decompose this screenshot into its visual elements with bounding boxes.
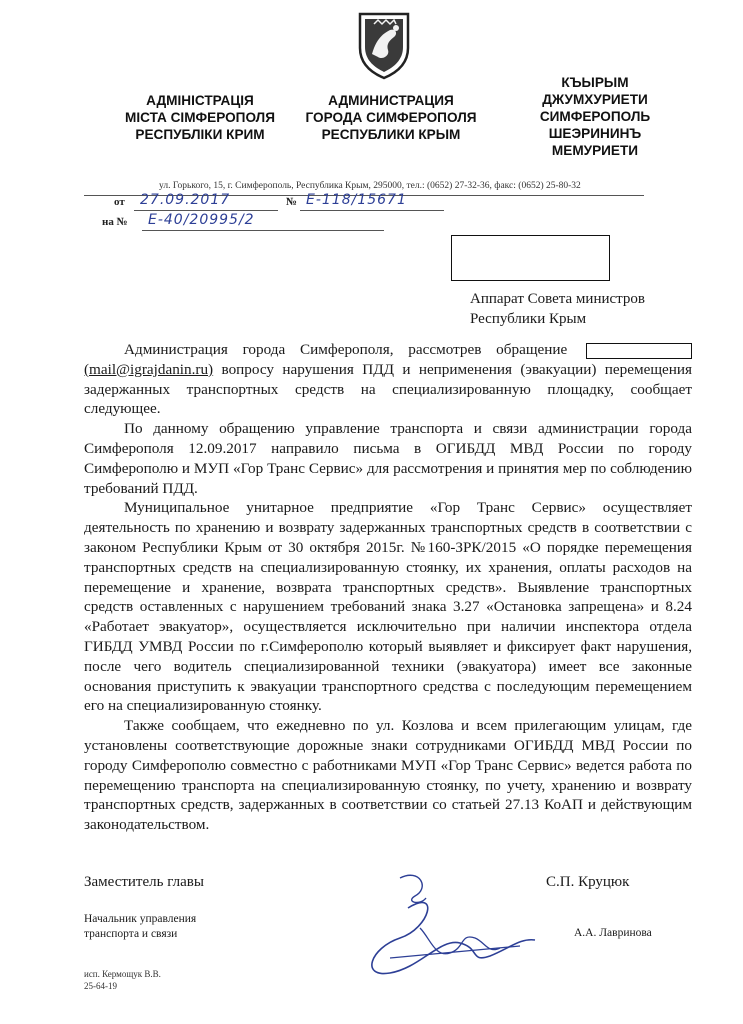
subordinate-title — [84, 912, 196, 941]
body-paragraph-3: Муниципальное унитарное предприятие «Гор Транс Сервис» осуществляет деятельность по хранению и возврату задержанных транспортных средств в соответствии с законом Республики Крым от 30 октября 2015г. №160-ЗРК/2015 «О порядке перемещения транспортных средств на специализированную стоянку, их хранения, оплаты расходов на перемещение и хранение, возврата транспортных средств». Выявление транспортных средств оставленных с нарушением требований знака 3.27 «Остановка запрещена» и 8.24 «Работает эвакуатор», осуществляется исключительно при наличии инспектора отдела ГИБДД УМВД России по г.Симферополю который выявляет и фиксирует факт нарушения, после чего водитель специализированной техники (эвакуатора) имеет все законные основания приступить к эвакуации транспортного средства с последующим перемещением его на специализированную стоянку. — [84, 499, 692, 715]
header-tatar-line: СИМФЕРОПОЛЬ — [539, 109, 651, 124]
p1-start: Администрация города Симферополя, рассмотрев обращение — [124, 341, 568, 358]
redacted-name-box — [586, 343, 692, 359]
redacted-addressee-box — [451, 235, 610, 281]
executor-name: исп. Кермощук В.В. — [84, 969, 161, 979]
ref-label: на № — [102, 216, 128, 228]
header-crimean-tatar — [500, 74, 690, 159]
number-underline — [300, 210, 444, 211]
email-link[interactable]: (mail@igrajdanin.ru) — [84, 360, 214, 378]
signatory-title: Заместитель главы — [84, 874, 204, 890]
subordinate-title-line-2: транспорта и связи — [84, 927, 178, 940]
header-ukrainian-line: АДМІНІСТРАЦІЯ — [146, 93, 254, 108]
executor-phone: 25-64-19 — [84, 981, 117, 991]
p1-end: вопросу нарушения ПДД и неприменения (эвакуации) перемещения задержанных транспортных средств на специализированную площадку, сообщает следующее. — [84, 360, 692, 418]
body-paragraph-1 — [84, 340, 692, 419]
number-value: Е-118/15671 — [306, 192, 407, 208]
date-label: от — [114, 196, 125, 208]
header-tatar-line: МЕМУРИЕТИ — [551, 143, 639, 158]
letter-body — [84, 340, 692, 835]
header-tatar-line: КЪЫРЫМ — [561, 75, 629, 90]
date-value: 27.09.2017 — [140, 192, 231, 208]
body-paragraph-4: Также сообщаем, что ежедневно по ул. Козлова и всем прилегающим улицам, где установлены соответствующие дорожные знаки сотрудниками ОГИБДД МВД России по городу Симферополю совместно с работниками МУП «Гор Транс Сервис» ведется работа по перемещению транспорта на специализированную стоянку, по учету, хранению и возврату транспортных средств, задержанных в соответствии со статьей 27.13 КоАП и действующим законодательством. — [84, 717, 692, 834]
header-russian — [288, 92, 494, 143]
header-russian-line: РЕСПУБЛИКИ КРЫМ — [321, 127, 461, 142]
header-russian-line: АДМИНИСТРАЦИЯ — [328, 93, 454, 108]
recipient-line-2: Республики Крым — [470, 311, 587, 327]
header-ukrainian-line: РЕСПУБЛІКИ КРИМ — [135, 127, 265, 142]
header-ukrainian — [100, 92, 300, 143]
executor-info — [84, 968, 161, 992]
header-tatar-line: ДЖУМХУРИЕТИ — [542, 92, 648, 107]
header-tatar-line: ШЕЭРИНИНЪ — [548, 126, 642, 141]
recipient — [470, 289, 645, 329]
ref-value: Е-40/20995/2 — [148, 212, 255, 228]
subordinate-title-line-1: Начальник управления — [84, 913, 197, 925]
header-russian-line: ГОРОДА СИМФЕРОПОЛЯ — [305, 110, 477, 125]
subordinate-name: А.А. Лавринова — [574, 927, 652, 939]
ref-underline — [142, 230, 384, 231]
recipient-line-1: Аппарат Совета министров — [470, 291, 645, 307]
header-ukrainian-line: МІСТА СІМФЕРОПОЛЯ — [125, 110, 275, 125]
number-label: № — [286, 196, 298, 208]
date-underline — [134, 210, 278, 211]
body-paragraph-2: По данному обращению управление транспорта и связи администрации города Симферополя 12.09.2017 направило письма в ОГИБДД МВД России по городу Симферополю и МУП «Гор Транс Сервис» для рассмотрения и принятия мер по соблюдению требований ПДД. — [84, 420, 692, 497]
signatory-name: С.П. Круцюк — [546, 874, 630, 890]
header-address: ул. Горького, 15, г. Симферополь, Республика Крым, 295000, тел.: (0652) 27-32-36, факс: (0652) 25-80-32 — [159, 181, 581, 191]
crimea-coat-of-arms-icon — [352, 10, 416, 80]
handwritten-signature — [360, 868, 550, 988]
